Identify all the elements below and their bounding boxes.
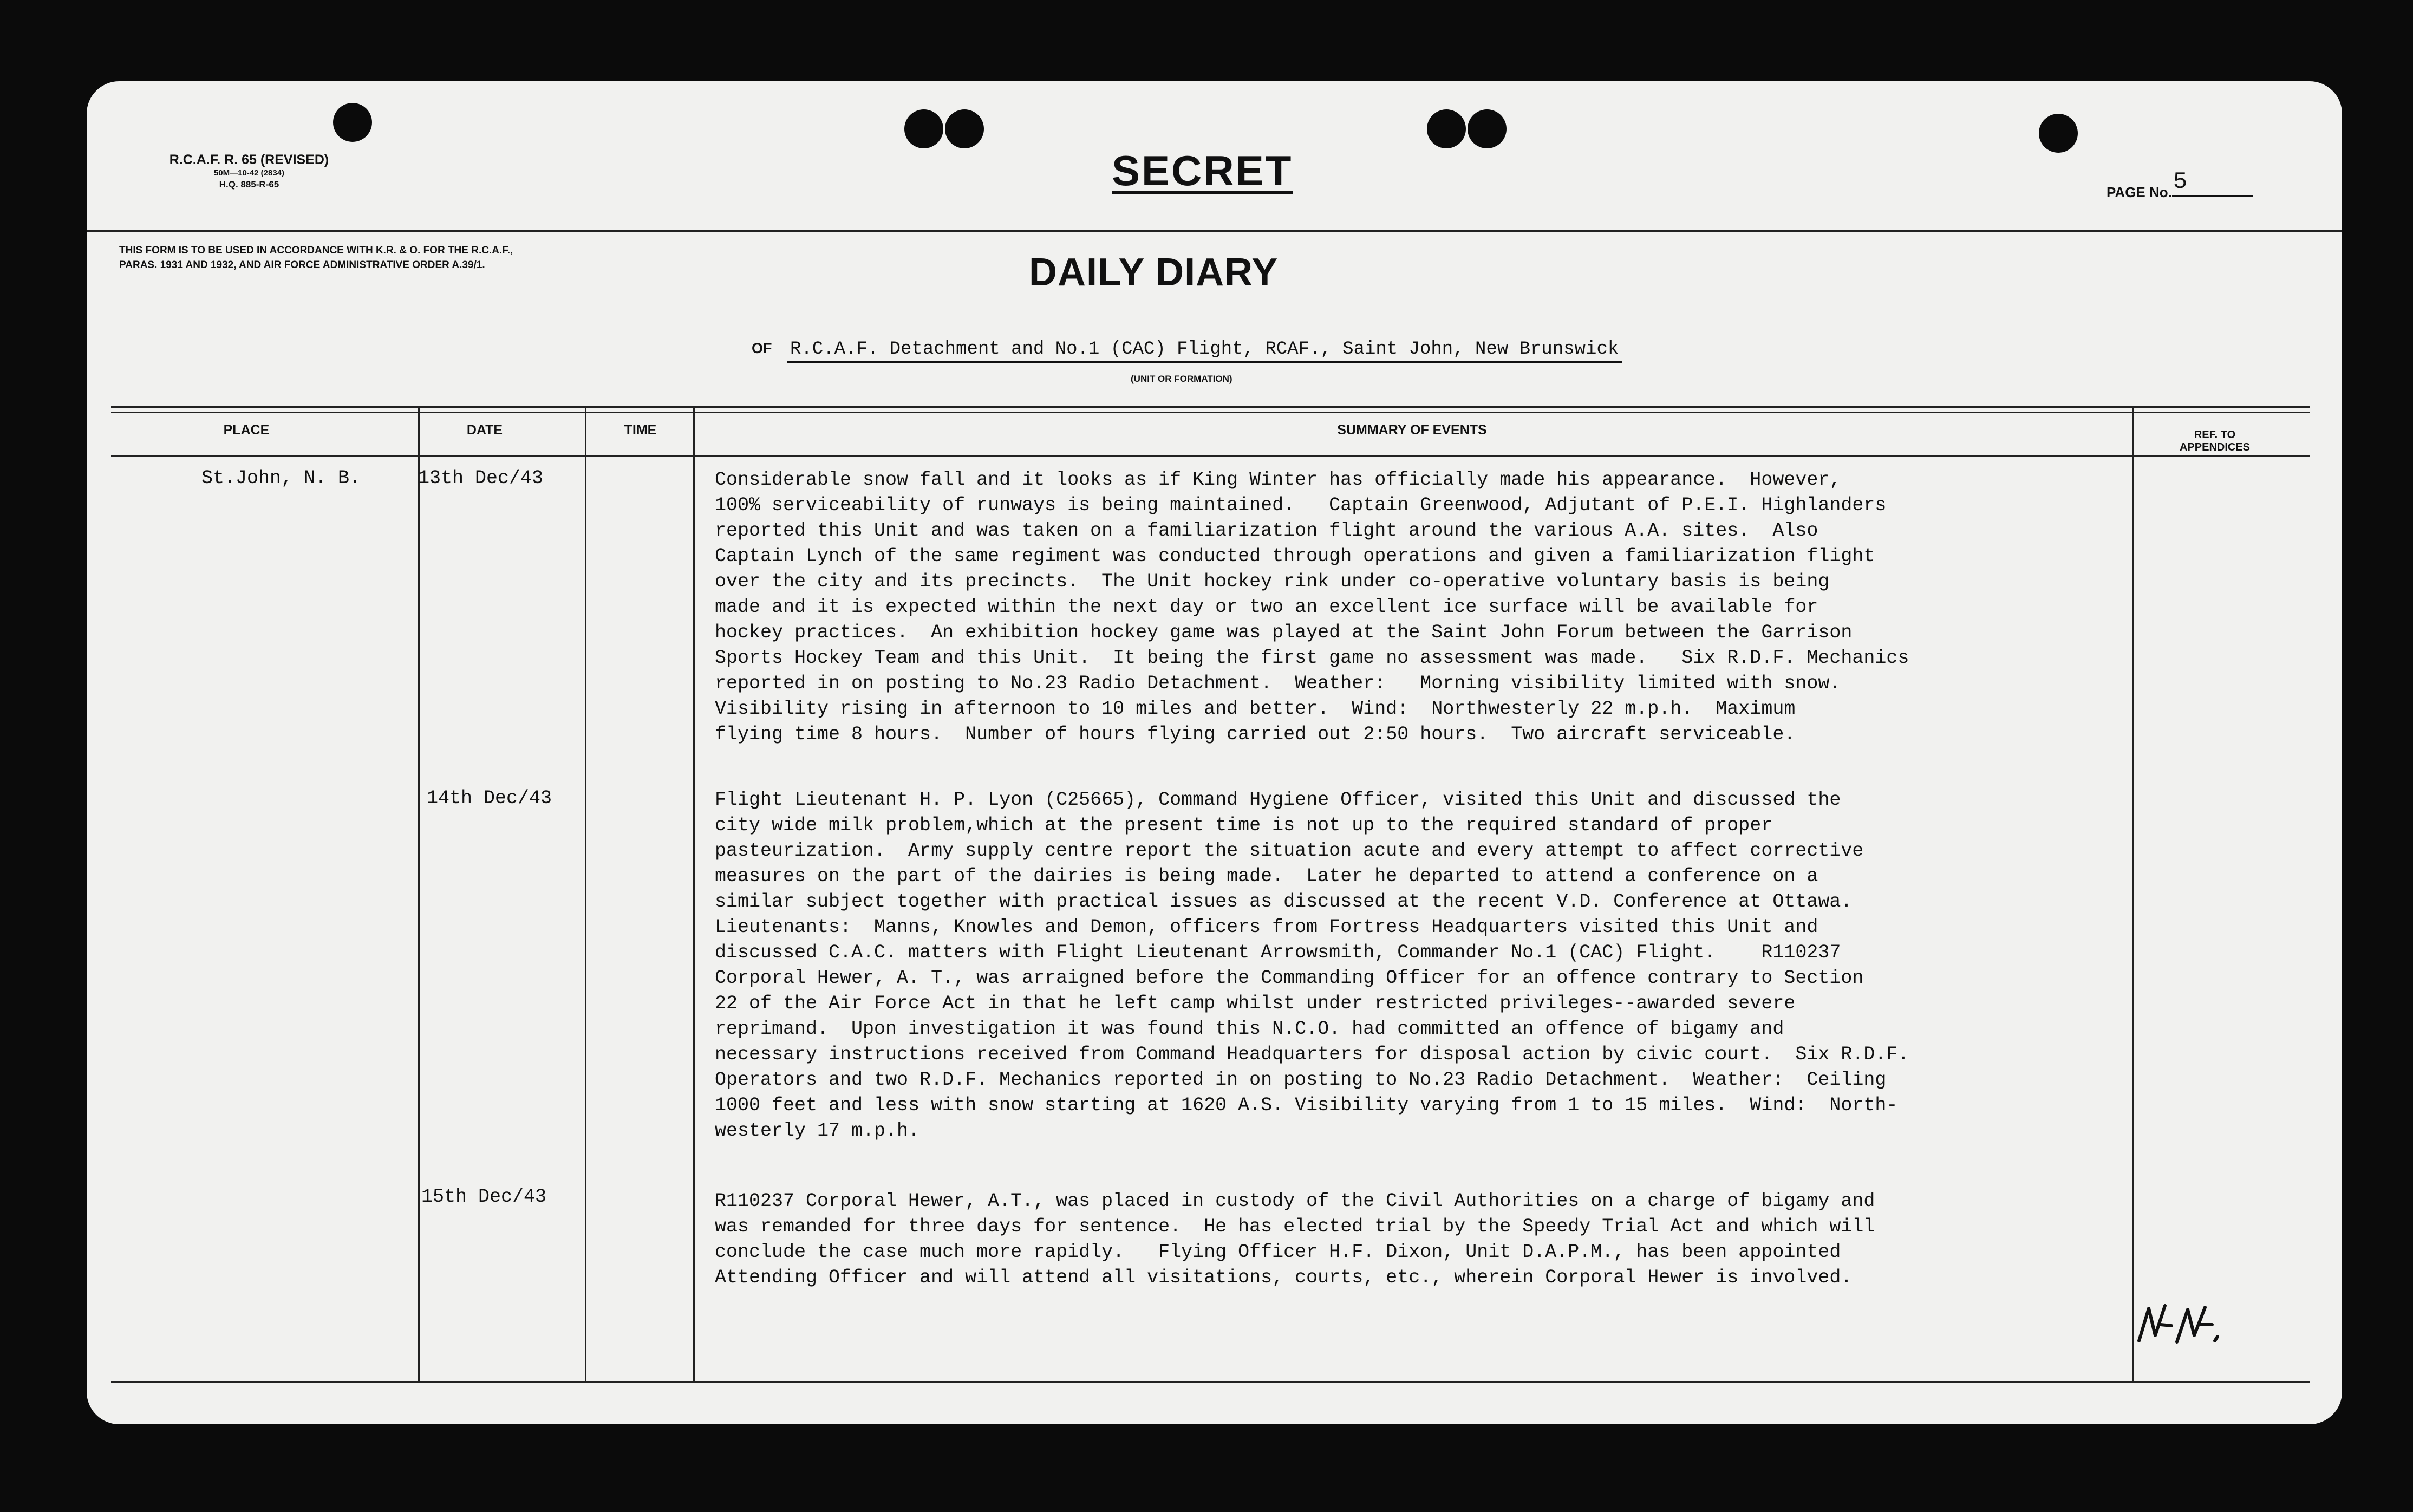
column-header-date: DATE xyxy=(466,422,503,438)
unit-name: R.C.A.F. Detachment and No.1 (CAC) Flight, RCAF., Saint John, New Brunswick xyxy=(787,339,1622,363)
punch-hole xyxy=(1468,109,1507,148)
form-code-line-2: 50M—10-42 (2834) xyxy=(213,168,285,178)
entry-date: 13th Dec/43 xyxy=(418,467,544,489)
column-divider xyxy=(2132,408,2134,1383)
column-header-rule xyxy=(111,455,2310,457)
page-number-field xyxy=(2107,168,2253,201)
page-number-label: PAGE No. xyxy=(2107,184,2172,200)
column-header-summary: SUMMARY OF EVENTS xyxy=(1337,422,1487,438)
punch-hole xyxy=(945,109,984,148)
column-header-place: PLACE xyxy=(223,422,270,438)
entry-place: St.John, N. B. xyxy=(201,467,361,489)
punch-hole xyxy=(333,103,372,142)
entry-summary: R110237 Corporal Hewer, A.T., was placed in custody of the Civil Authorities on a charge of bigamy and was remanded for three days for sentence. He has elected trial by the Speedy Trial Act and which will conclude the case much more rapidly. Flying Officer H.F. Dixon, Unit D.A.P.M., has been appointed Attending Officer and will attend all visitations, courts, etc., wherein Corporal Hewer is involved. xyxy=(715,1190,1875,1288)
entry-summary: Flight Lieutenant H. P. Lyon (C25665), Command Hygiene Officer, visited this Unit and discussed the city wide milk problem,which at the present time is not up to the required standard of proper pasteurization. Army supply centre report the situation acute and every attempt to affect corrective measures on the part of the dairies is being made. Later he departed to attend a conference on a similar subject together with practical issues as discussed at the recent V.D. Conference at Ottawa. Lieutenants: Manns, Knowles and Demon, officers from Fortress Headquarters visited this Unit and discussed C.A.C. matters with Flight Lieutenant Arrowsmith, Commander No.1 (CAC) Flight. R110237 Corporal Hewer, A. T., was arraigned before the Commanding Officer for an offence contrary to Section 22 of the Air Force Act in that he left camp whilst under restricted privileges--awarded severe reprimand. Upon investigation it was found this N.C.O. had committed an offence of bigamy and necessary instructions received from Command Headquarters for disposal action by civic court. Six R.D.F. Operators and two R.D.F. Mechanics reported in on posting to No.23 Radio Detachment. Weather: Ceiling 1000 feet and less with snow starting at 1620 A.S. Visibility varying from 1 to 15 miles. Wind: North- westerly 17 m.p.h. xyxy=(715,789,1909,1142)
column-header-ref-line-2: APPENDICES xyxy=(2179,441,2251,453)
table-top-rule-inner xyxy=(111,412,2310,413)
page-title: DAILY DIARY xyxy=(1029,251,1279,294)
form-code-line-1: R.C.A.F. R. 65 (REVISED) xyxy=(169,152,329,167)
table-top-rule xyxy=(111,406,2310,408)
page-number-value: 5 xyxy=(2173,168,2188,195)
column-divider xyxy=(418,408,420,1383)
unit-caption: (UNIT OR FORMATION) xyxy=(1131,374,1232,384)
form-code xyxy=(130,152,368,190)
punch-hole xyxy=(2039,114,2078,153)
column-header-ref-line-1: REF. TO xyxy=(2194,429,2236,441)
classification-stamp: SECRET xyxy=(1112,147,1293,194)
usage-notice: THIS FORM IS TO BE USED IN ACCORDANCE WITH K.R. & O. FOR THE R.C.A.F., PARAS. 1931 AND 1932, AND AIR FORCE ADMINISTRATIVE ORDER A.39/1. xyxy=(119,245,513,271)
column-header-time: TIME xyxy=(624,422,657,438)
column-divider xyxy=(585,408,586,1383)
form-code-line-3: H.Q. 885-R-65 xyxy=(219,179,279,190)
entry-date: 15th Dec/43 xyxy=(421,1186,547,1208)
punch-hole xyxy=(1427,109,1466,148)
unit-of-label: OF xyxy=(752,340,772,356)
entry-summary: Considerable snow fall and it looks as if King Winter has officially made his appearance. However, 100% serviceability of runways is being maintained. Captain Greenwood, Adjutant of P.E.I. Highlanders reported this Unit and was taken on a familiarization flight around the various A.A. sites. Also Captain Lynch of the same regiment was conducted through operations and given a familiarization flight over the city and its precincts. The Unit hockey rink under co-operative voluntary basis is being made and it is expected within the next day or two an excellent ice surface will be available for hockey practices. An exhibition hockey game was played at the Saint John Forum between the Garrison Sports Hockey Team and this Unit. It being the first game no assessment was made. Six R.D.F. Mechanics reported in on posting to No.23 Radio Detachment. Weather: Morning visibility limited with snow. Visibility rising in afternoon to 10 miles and better. Wind: Northwesterly 22 m.p.h. Maximum flying time 8 hours. Number of hours flying carried out 2:50 hours. Two aircraft serviceable. xyxy=(715,469,1909,745)
entry-date: 14th Dec/43 xyxy=(427,787,552,809)
column-header-ref xyxy=(2139,429,2291,454)
handwritten-initials xyxy=(2134,1298,2226,1346)
punch-hole xyxy=(904,109,943,148)
table-bottom-rule xyxy=(111,1381,2310,1383)
header-rule xyxy=(87,230,2342,232)
column-divider xyxy=(693,408,695,1383)
diary-form-card xyxy=(87,81,2342,1424)
